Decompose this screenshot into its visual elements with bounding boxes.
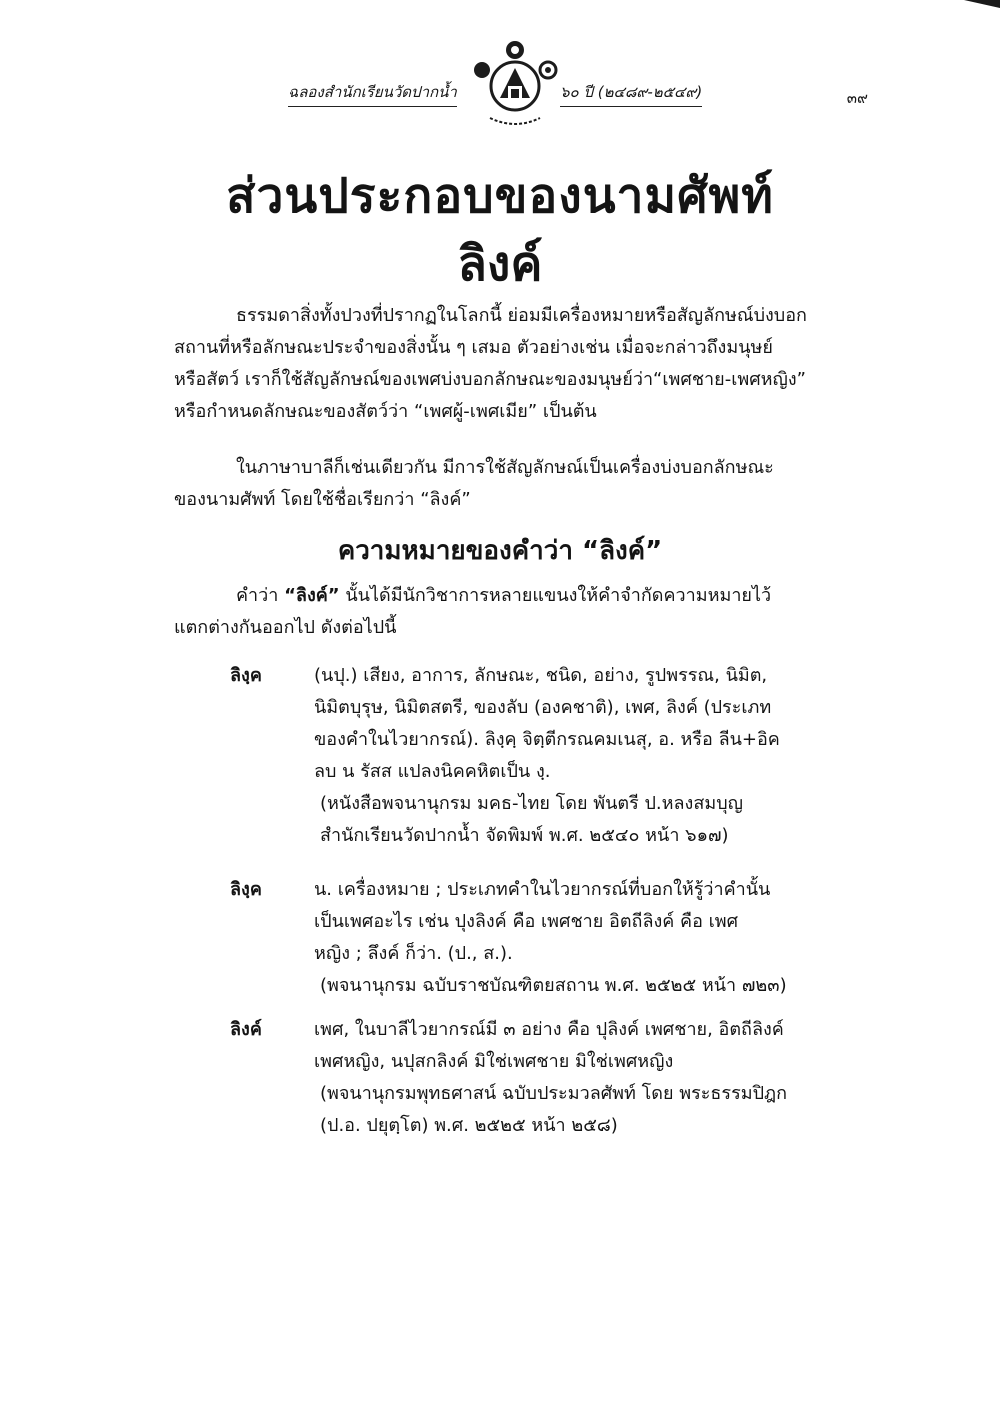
- page-corner-mark: [964, 0, 1000, 8]
- intro-p2-line: ในภาษาบาลีก็เช่นเดียวกัน มีการใช้สัญลักษณ์เป็นเครื่องบ่งบอกลักษณะ: [236, 457, 774, 478]
- entry-body: [314, 874, 870, 1002]
- intro-p1-line: หรือกำหนดลักษณะของสัตว์ว่า “เพศผู้-เพศเมีย” เป็นต้น: [174, 401, 597, 422]
- intro-p1-line: ธรรมดาสิ่งทั้งปวงที่ปรากฏในโลกนี้ ย่อมมีเครื่องหมายหรือสัญลักษณ์บ่งบอก: [236, 305, 807, 326]
- entry-line: (นปุ.) เสียง, อาการ, ลักษณะ, ชนิด, อย่าง, รูปพรรณ, นิมิต,: [314, 665, 768, 686]
- entry-line: ลบ น รัสส แปลงนิคคหิตเป็น งฺ.: [314, 761, 551, 782]
- entry-term: ลิงฺค: [230, 665, 262, 686]
- entry-source-line: (พจนานุกรมพุทธศาสน์ ฉบับประมวลศัพท์ โดย พระธรรมปิฎก: [320, 1083, 788, 1104]
- entry-line: เพศหญิง, นปุสกลิงค์ มิใช่เพศชาย มิใช่เพศหญิง: [314, 1051, 674, 1072]
- entry-line: เพศ, ในบาลีไวยากรณ์มี ๓ อย่าง คือ ปุลิงค์ เพศชาย, อิตถีลิงค์: [314, 1019, 784, 1040]
- page-title: ส่วนประกอบของนามศัพท์: [226, 168, 774, 224]
- entry-source-line: (หนังสือพจนานุกรม มคธ-ไทย โดย พันตรี ป.หลงสมบุญ: [320, 793, 743, 814]
- entry-line: ของคำในไวยากรณ์). ลิงฺคฺ จิตฺตีกรณคมเนสุ, อ. หรือ ลีน+อิค: [314, 729, 780, 750]
- entry-term: ลิงฺค: [230, 879, 262, 900]
- header-right-text: ๖๐ ปี (๒๔๘๙-๒๕๔๙): [560, 80, 702, 107]
- intro-paragraph-2: [174, 452, 854, 516]
- entry-body: [314, 660, 870, 852]
- entry-term: ลิงค์: [230, 1019, 262, 1040]
- section-lead-paragraph: [174, 580, 854, 644]
- section-heading: ความหมายของคำว่า “ลิงค์”: [337, 536, 663, 566]
- lead-rest: นั้นได้มีนักวิชาการหลายแขนงให้คำจำกัดความหมายไว้: [339, 585, 772, 606]
- lead-prefix: คำว่า: [236, 585, 285, 606]
- section-lead-line: [174, 580, 854, 612]
- section-lead-line-2: แตกต่างกันออกไป ดังต่อไปนี้: [174, 617, 397, 638]
- entry-line: เป็นเพศอะไร เช่น ปุงลิงค์ คือ เพศชาย อิตถีลิงค์ คือ เพศ: [314, 911, 739, 932]
- page-subtitle: ลิงค์: [457, 236, 543, 292]
- page-header: [0, 52, 1000, 132]
- page-number: ๓๙: [846, 89, 868, 107]
- intro-p2-line: ของนามศัพท์ โดยใช้ชื่อเรียกว่า “ลิงค์”: [174, 489, 471, 510]
- temple-seal-logo-icon: [470, 34, 560, 134]
- entry-source-line: สำนักเรียนวัดปากน้ำ จัดพิมพ์ พ.ศ. ๒๕๔๐ หน้า ๖๑๗): [320, 825, 729, 846]
- entry-source-line: (ป.อ. ปยุตฺโต) พ.ศ. ๒๕๒๕ หน้า ๒๕๘): [320, 1115, 618, 1136]
- entry-line: นิมิตบุรุษ, นิมิตสตรี, ของลับ (องคชาติ), เพศ, ลิงค์ (ประเภท: [314, 697, 772, 718]
- lead-term: “ลิงค์”: [284, 585, 340, 606]
- entry-line: หญิง ; ลึงค์ ก็ว่า. (ป., ส.).: [314, 943, 513, 964]
- entry-source-line: (พจนานุกรม ฉบับราชบัณฑิตยสถาน พ.ศ. ๒๕๒๕ หน้า ๗๒๓): [320, 975, 787, 996]
- intro-p1-line: หรือสัตว์ เราก็ใช้สัญลักษณ์ของเพศบ่งบอกลักษณะของมนุษย์ว่า“เพศชาย-เพศหญิง”: [174, 369, 806, 390]
- entry-line: น. เครื่องหมาย ; ประเภทคำในไวยากรณ์ที่บอกให้รู้ว่าคำนั้น: [314, 879, 771, 900]
- header-left-text: ฉลองสำนักเรียนวัดปากน้ำ: [288, 80, 457, 107]
- intro-paragraph-1: [174, 300, 854, 428]
- entry-body: [314, 1014, 870, 1142]
- intro-p1-line: สถานที่หรือลักษณะประจำของสิ่งนั้น ๆ เสมอ ตัวอย่างเช่น เมื่อจะกล่าวถึงมนุษย์: [174, 337, 773, 358]
